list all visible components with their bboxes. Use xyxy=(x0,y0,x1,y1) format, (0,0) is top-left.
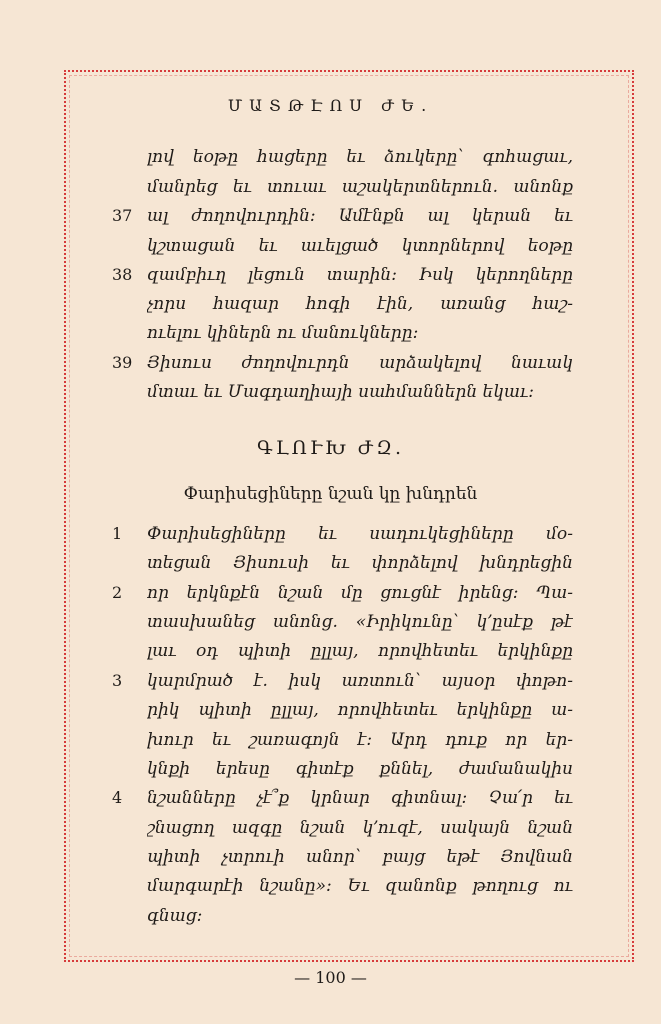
text-line: պիտի չտրուի անոր՝ բայց եթէ Յովնան xyxy=(147,847,573,867)
text-line: կարմրած է. իսկ առտուն՝ այսօր փոթո- xyxy=(147,671,573,691)
text-line: խուր եւ շառագոյն է։ Արդ դուք որ եր- xyxy=(147,730,573,750)
text-line: զամբիւղ լեցուն տարին։ Իսկ կերողները xyxy=(147,265,573,285)
text-line: շնացող ազգը նշան կ՚ուզէ, սակայն նշան xyxy=(147,818,573,838)
text-line: մտաւ եւ Մագդաղիայի սահմաններն եկաւ։ xyxy=(147,382,535,402)
section-title: Փարիսեցիները նշան կը խնդրեն xyxy=(183,484,478,504)
verse-number: 4 xyxy=(112,788,123,807)
text-line: նշանները չէ՞ք կրնար գիտնալ։ Չա՛ր եւ xyxy=(147,788,573,808)
verse-number: 37 xyxy=(112,206,133,225)
page-number: — 100 — xyxy=(294,968,367,987)
text-line: մանրեց եւ տուաւ աշակերտներուն. անոնք xyxy=(147,177,573,197)
text-line: տասխանեց անոնց. «Իրիկունը՝ կ՚ըսէք թէ xyxy=(147,612,573,632)
text-line: տեցան Յիսուսի եւ փորձելով խնդրեցին xyxy=(147,553,573,573)
running-head: ՄԱՏԹԷՈՍ ԺԵ. xyxy=(227,96,434,115)
text-line: չորս հազար հոգի էին, առանց հաշ- xyxy=(147,294,573,314)
verse-number: 39 xyxy=(112,353,133,372)
text-line: գնաց։ xyxy=(147,906,203,926)
text-line: րիկ պիտի ըլլայ, որովհետեւ երկինքը ա- xyxy=(147,700,573,720)
text-line: լաւ օդ պիտի ըլլայ, որովհետեւ երկինքը xyxy=(147,641,573,661)
chapter-title: ԳԼՈՒԽ ԺԶ. xyxy=(257,437,404,459)
verse-number: 2 xyxy=(112,583,123,602)
text-line: ուելու կիներն ու մանուկները։ xyxy=(147,323,419,343)
text-line: կնքի երեսը գիտէք քննել, ժամանակիս xyxy=(147,759,573,779)
text-line: Փարիսեցիները եւ սադուկեցիները մօ- xyxy=(147,524,573,544)
text-line: լով եօթը հացերը եւ ձուկերը՝ գոհացաւ, xyxy=(147,147,573,167)
text-line: մարգարէի նշանը»։ Եւ զանոնք թողուց ու xyxy=(147,876,573,896)
text-line: ալ ժողովուրդին։ Ամէնքն ալ կերան եւ xyxy=(147,206,573,226)
text-line: Յիսուս ժողովուրդն արձակելով նաւակ xyxy=(147,353,573,373)
text-line: կշտացան եւ աւելցած կտորներով եօթը xyxy=(147,236,573,256)
verse-number: 38 xyxy=(112,265,133,284)
verse-number: 1 xyxy=(112,524,123,543)
verse-number: 3 xyxy=(112,671,123,690)
text-line: որ երկնքէն նշան մը ցուցնէ իրենց։ Պա- xyxy=(147,583,573,603)
